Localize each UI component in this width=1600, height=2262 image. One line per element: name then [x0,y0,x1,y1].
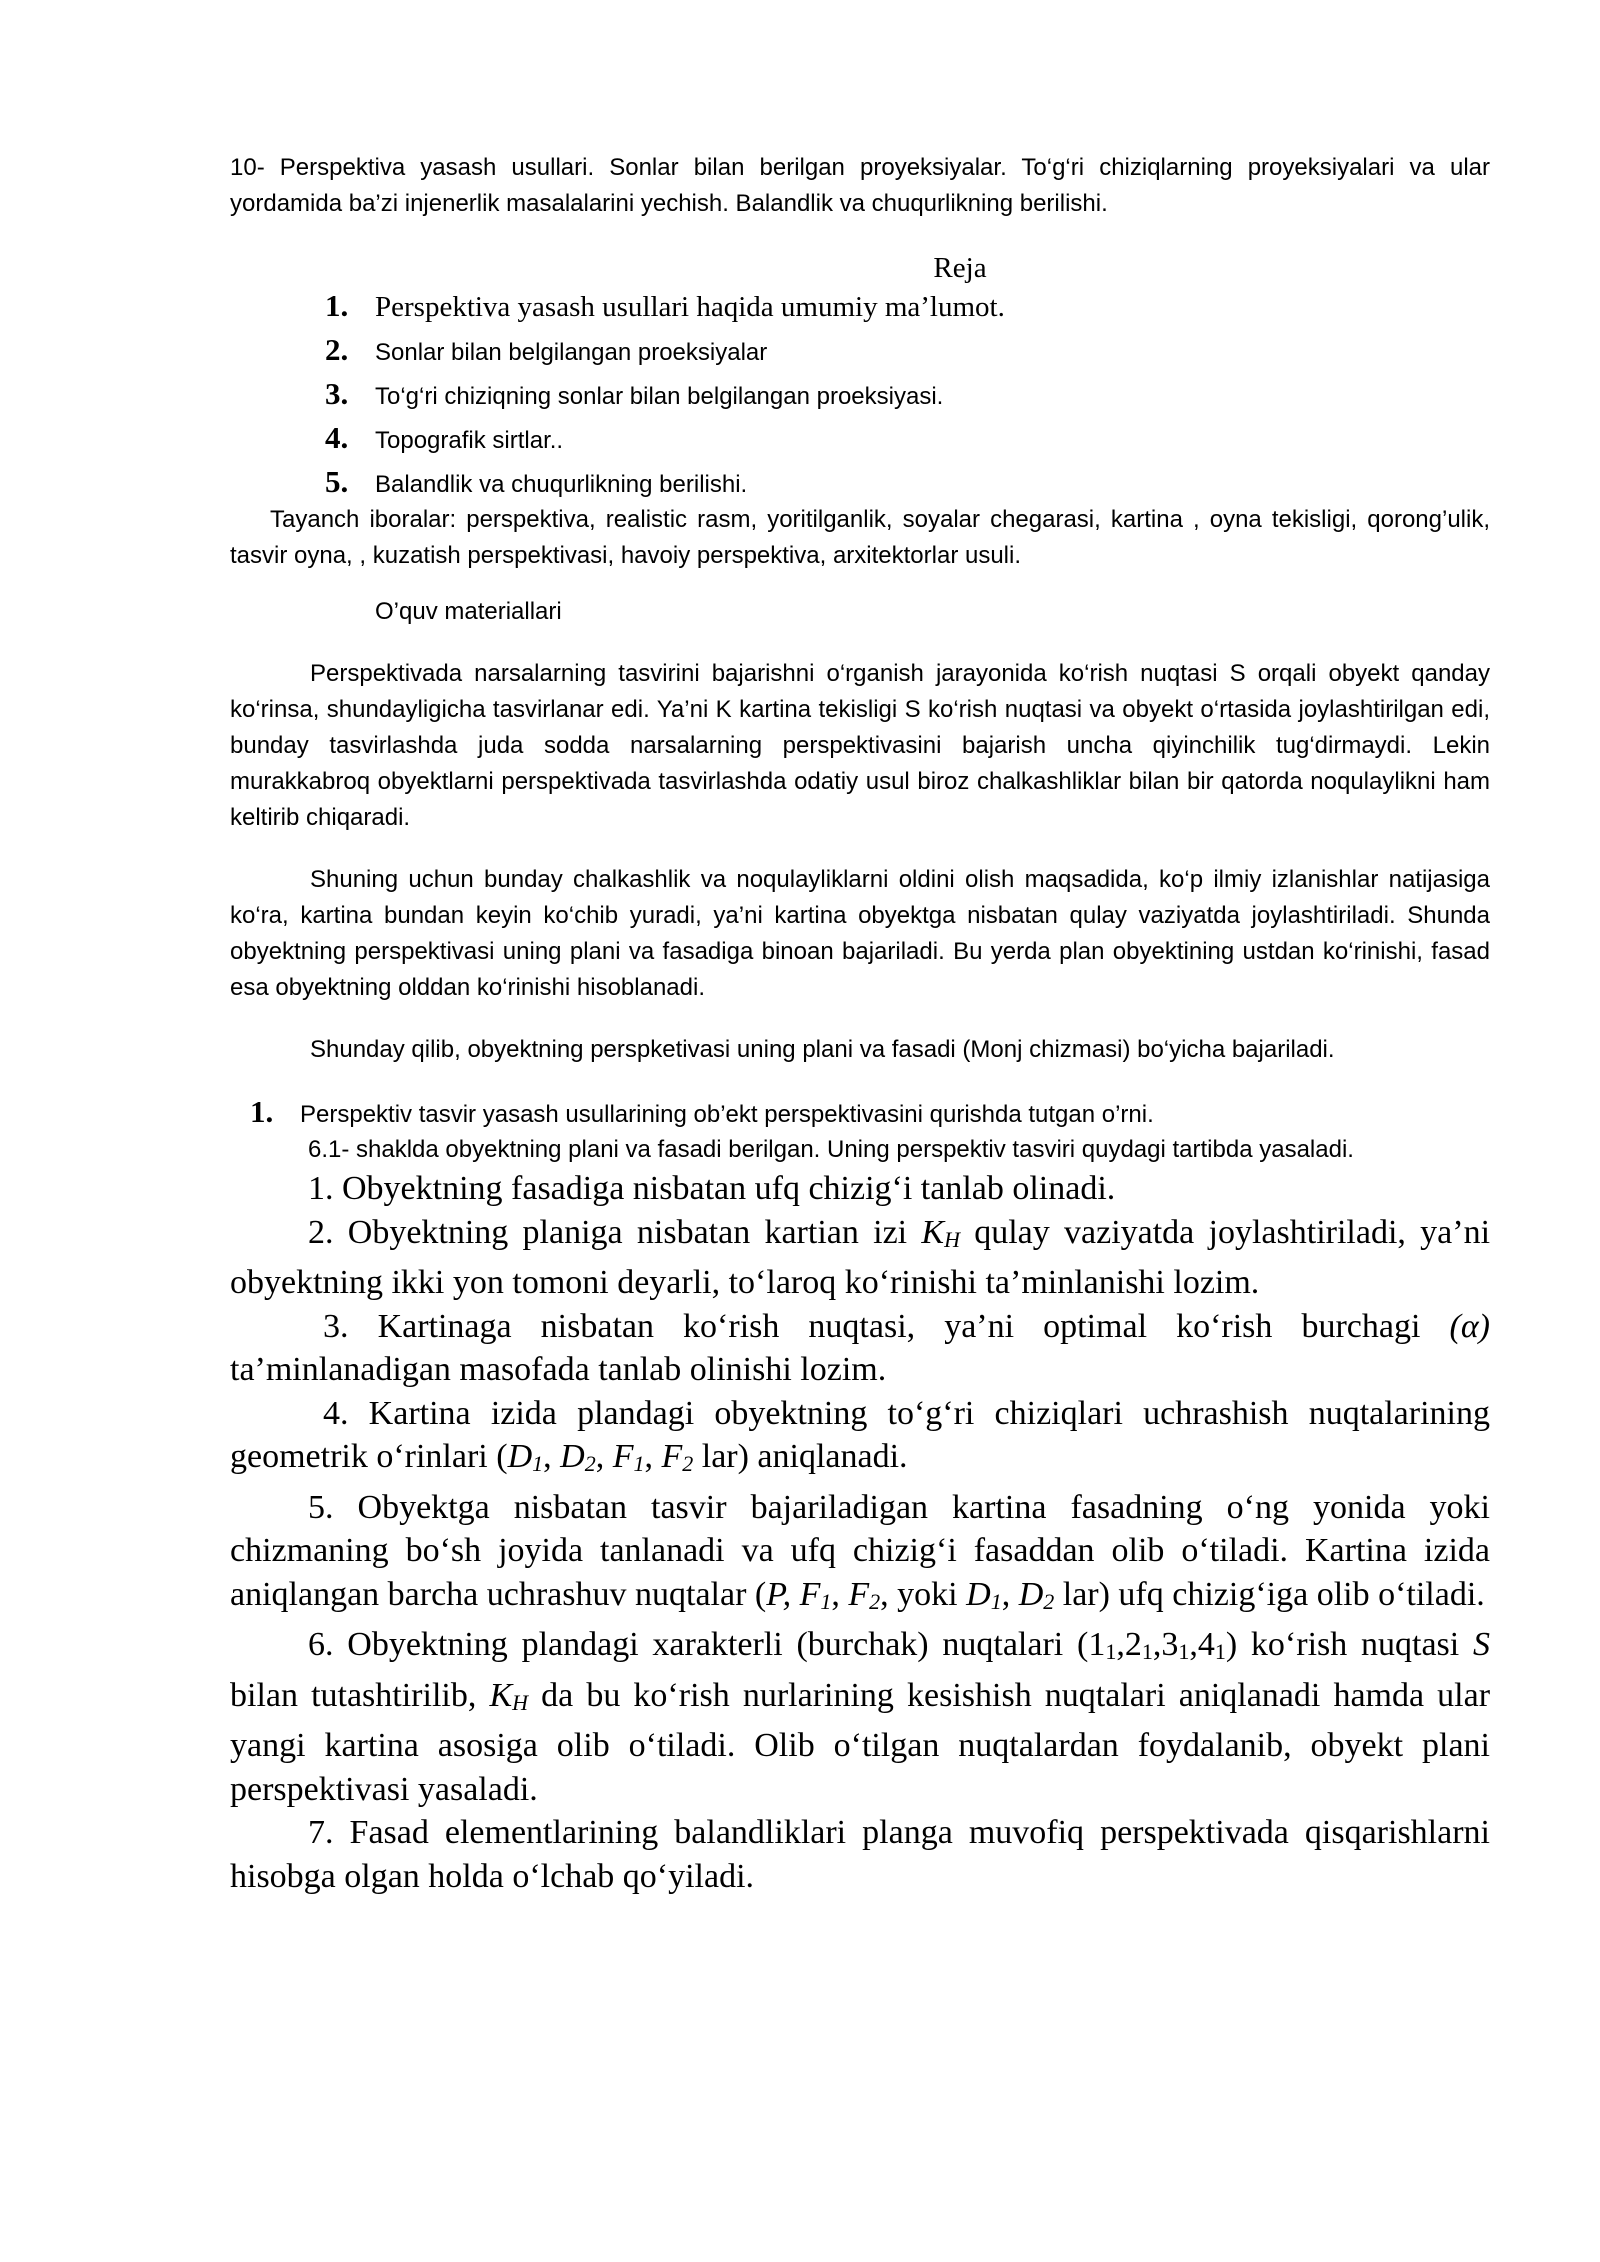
plan-item-text: Sonlar bilan belgilangan proeksiyalar [375,339,768,366]
paragraph-3: Shunday qilib, obyektning perspketivasi uning plani va fasadi (Monj chizmasi) bo‘yicha bajariladi. [310,1036,1335,1063]
plan-item [325,332,1490,376]
document-page [230,150,1490,1898]
point-2: ,2 [1116,1626,1142,1663]
symbol-d2: D [560,1438,585,1475]
step-3 [230,1305,1490,1392]
tayanch-iboralar: Tayanch iboralar: perspektiva, realistic rasm, yoritilganlik, soyalar chegarasi, kartina , oyna tekisligi, qorong’ulik, tasvir oyna, , kuzatish perspektivasi, havoiy perspektiva, arxitektorlar usuli. [230,506,1490,569]
step-2-text-a: 2. Obyektning planiga nisbatan kartian izi [308,1213,908,1251]
step-7 [230,1811,1490,1898]
plan-item-number: 5. [325,464,349,499]
subscript-2: 2 [869,1588,881,1614]
step-6-text-d: da bu ko‘rish nurlarining kesishish nuqtalari aniqlanadi hamda ular yangi kartina asosiga olib o‘tiladi. Olib o‘tilgan nuqtalardan foydalanib, obyekt plani perspektivasi yasaladi. [230,1676,1491,1808]
plan-item [325,288,1490,332]
subscript-2: 2 [1043,1588,1055,1614]
symbol-alpha: (α) [1449,1307,1490,1345]
paragraph-1: Perspektivada narsalarning tasvirini bajarishni o‘rganish jarayonida ko‘rish nuqtasi S orqali obyekt qanday ko‘rinsa, shundayligicha tasvirlanar edi. Ya’ni K kartina tekisligi S ko‘rish nuqtasi va obyekt o‘rtasida joylashtirilgan edi, bunday tasvirlashda juda sodda narsalarning perspektivasini bajarish uncha qiyinchilik tug‘dirmaydi. Lekin murakkabroq obyektlarni perspektivada tasvirlashda odatiy usul biroz chalkashliklar bilan bir qatorda noqulaylikni ham keltirib chiqaradi. [230,660,1490,831]
plan-item-number: 2. [325,332,349,367]
symbol-f2: F [661,1438,683,1475]
symbol-f2: F [848,1575,870,1613]
step-2 [230,1211,1490,1305]
step-5: 5. Obyektga nisbatan tasvir bajariladigan kartina fasadning o‘ng yonida yoki chizmaning bo‘sh joyida tanlanadi va ufq chizig‘i fasaddan olib o‘tiladi. Kartina izida aniqlangan barcha uchrashuv nuqtalar (P, F1, F2, yoki D1, D2 lar) ufq chizig‘iga olib o‘tiladi. [230,1488,1490,1614]
step-6-text-a: 6. Obyektning plandagi xarakterli (burchak) nuqtalari (1 [308,1626,1106,1663]
symbol-f1: F [612,1438,634,1475]
step-3-text-a: 3. Kartinaga nisbatan ko‘rish nuqtasi, ya’ni optimal ko‘rish burchagi [323,1307,1421,1345]
separator: , [595,1438,613,1475]
step-1 [230,1167,1490,1211]
section-title: Perspektiv tasvir yasash usullarining ob’ekt perspektivasini qurishda tutgan o’rni. [300,1101,1154,1128]
step-4-text-b: lar) aniqlanadi. [693,1438,908,1475]
step-3-text-b: ta’minlanadigan masofada tanlab olinishi lozim. [230,1351,887,1388]
subscript-1: 1 [532,1451,544,1476]
plan-item-text: Topografik sirtlar.. [375,427,564,454]
symbol-d2: D [1018,1575,1044,1613]
word-yoki: yoki [897,1575,958,1613]
plan-item-text: To‘g‘ri chiziqning sonlar bilan belgilangan proeksiyasi. [375,383,944,410]
subscript-2: 2 [682,1451,694,1476]
oquv-materiallari-heading: O’quv materiallari [375,598,562,625]
symbol-d1: D [507,1438,533,1475]
subscript-h: H [512,1689,529,1715]
plan-item [325,420,1490,464]
section-number: 1. [250,1094,274,1129]
subscript-1: 1 [820,1588,832,1614]
plan-item-text: Perspektiva yasash usullari haqida umumiy ma’lumot. [375,291,1005,323]
step-5-text-a: 5. Obyektga nisbatan tasvir bajariladigan kartina fasadning o‘ng yonida yoki chizmaning bo‘sh joyida tanlanadi va ufq chizig‘i fasaddan olib o‘tiladi. Kartina izida aniqlangan barcha uchrashuv nuqtalar ( [230,1488,1490,1613]
step-6-text-c: bilan tutashtirilib, [230,1676,477,1714]
symbol-k: K [921,1213,945,1251]
reja-heading: Reja [933,252,987,284]
steps-list [230,1167,1490,1898]
step-2-text-b: qulay vaziyatda joylashtiriladi, ya’ni obyektning ikki yon tomoni deyarli, to‘laroq ko‘rinishi ta’minlanishi lozim. [230,1213,1491,1301]
subscript-1: 1 [1141,1639,1153,1664]
step-4-text-a: 4. Kartina izida plandagi obyektning to‘g‘ri chiziqlari uchrashish nuqtalarining geometrik o‘rinlari ( [230,1394,1490,1475]
plan-item-number: 3. [325,376,349,411]
plan-item-number: 4. [325,420,349,455]
separator: , [543,1438,561,1475]
symbol-k: K [489,1676,513,1714]
step-6 [230,1623,1490,1811]
subscript-2: 2 [584,1451,596,1476]
plan-item-number: 1. [325,288,349,323]
symbol-f1: F [799,1575,821,1613]
subscript-1: 1 [1214,1639,1226,1664]
separator: , [644,1438,662,1475]
subscript-1: 1 [633,1451,645,1476]
subscript-1: 1 [1105,1639,1117,1664]
document-title: 10- Perspektiva yasash usullari. Sonlar bilan berilgan proyeksiyalar. To‘g‘ri chiziqlarning proyeksiyalari va ular yordamida ba’zi injenerlik masalalarini yechish. Balandlik va chuqurlikning berilishi. [230,154,1490,217]
step-1-text: 1. Obyektning fasadiga nisbatan ufq chizig‘i tanlab olinadi. [308,1170,1116,1207]
paragraph-2: Shuning uchun bunday chalkashlik va noqulayliklarni oldini olish maqsadida, ko‘p ilmiy izlanishlar natijasiga ko‘ra, kartina bundan keyin ko‘chib yuradi, ya’ni kartina obyektga nisbatan qulay vaziyatda joylashtiriladi. Shunda obyektning perspektivasi uning plani va fasadiga binoan bajariladi. Bu yerda plan obyektining ustdan ko‘rinishi, fasad esa obyektning olddan ko‘rinishi hisoblanadi. [230,866,1490,1001]
step-7-text: 7. Fasad elementlarining balandliklari planga muvofiq perspektivada qisqarishlarni hisobga olgan holda o‘lchab qo‘yiladi. [230,1814,1490,1895]
symbol-d1: D [966,1575,991,1613]
step-6-text-b: ) ko‘rish nuqtasi [1225,1626,1460,1663]
subscript-h: H [944,1226,960,1252]
plan-list [325,288,1490,508]
plan-item-text: Balandlik va chuqurlikning berilishi. [375,471,748,498]
step-4 [230,1392,1490,1486]
subscript-1: 1 [1178,1639,1190,1664]
section-intro: 6.1- shaklda obyektning plani va fasadi berilgan. Uning perspektiv tasviri quydagi tartibda yasaladi. [308,1136,1354,1163]
subscript-1: 1 [990,1588,1002,1614]
symbol-s: S [1473,1626,1491,1663]
step-5-text-b: lar) ufq chizig‘iga olib o‘tiladi. [1062,1575,1485,1613]
symbol-p: P, [766,1575,792,1613]
plan-item [325,376,1490,420]
section-heading [250,1094,1490,1133]
point-4: ,4 [1189,1626,1215,1663]
point-3: ,3 [1152,1626,1179,1663]
